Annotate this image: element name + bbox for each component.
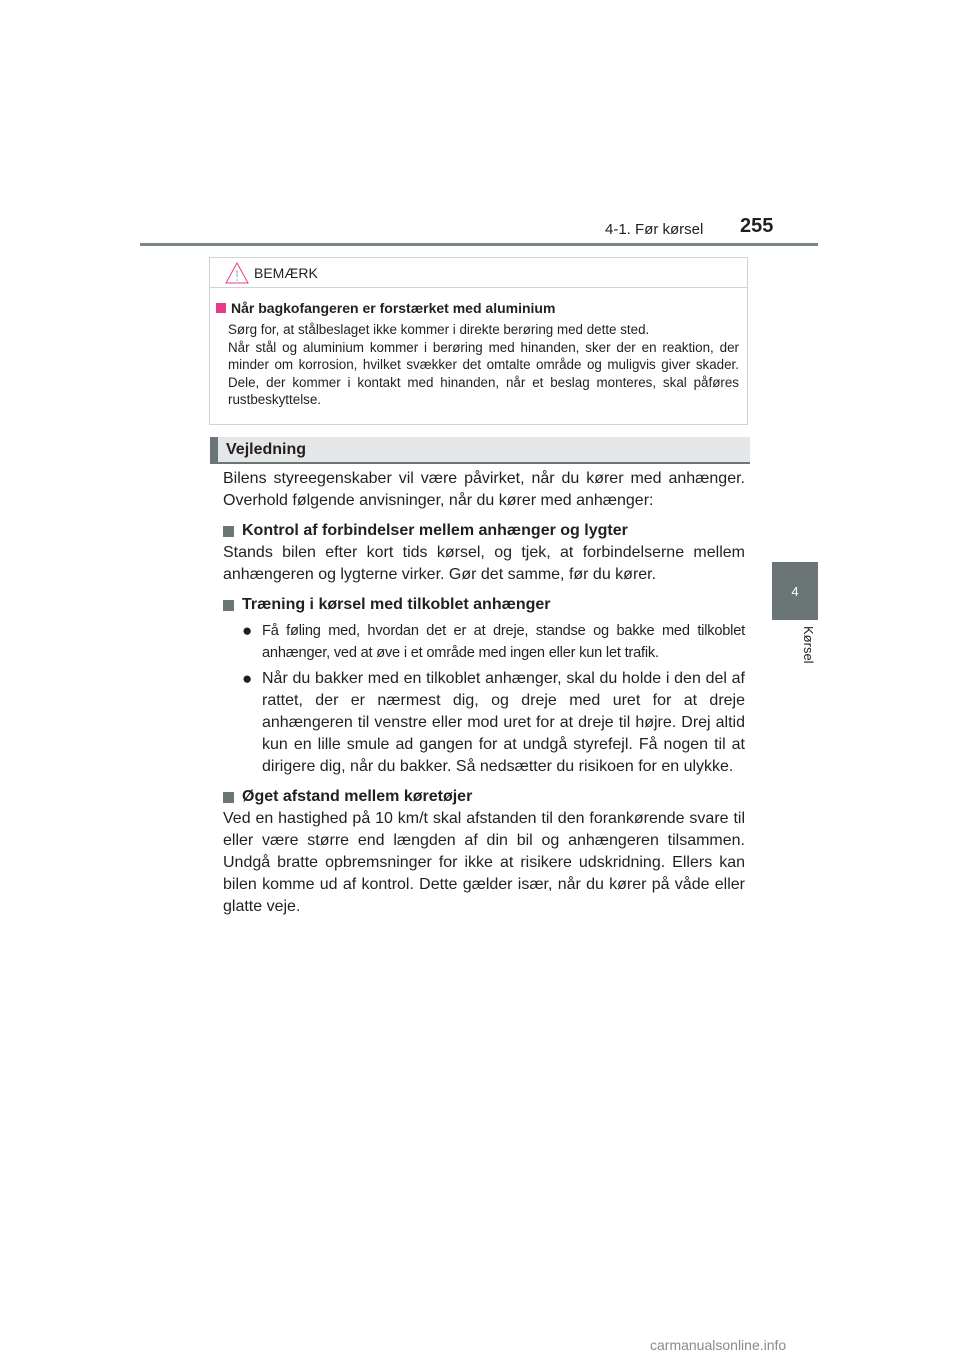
section-heading-text: Øget afstand mellem køretøjer	[242, 788, 473, 805]
section-text: Stands bilen efter kort tids kørsel, og tjek, at forbindelserne mellem anhængeren og lygterne virker. Gør det samme, før du kører.	[223, 544, 745, 583]
square-bullet-icon	[223, 600, 234, 611]
square-bullet-icon	[223, 792, 234, 803]
list-item	[242, 668, 745, 778]
section-heading-text: Træning i kørsel med tilkoblet anhænger	[242, 596, 551, 613]
section-heading	[223, 786, 745, 808]
notice-paragraph: Når stål og aluminium kommer i berøring med hinanden, sker der en reaktion, der minder om korrosion, hvilket svækker det omtalte område og muligvis giver skader. Dele, der kommer i kontakt med hinanden, når et beslag monteres, skal påføres rustbeskyttelse.	[228, 339, 739, 407]
chapter-number: 4	[791, 583, 799, 599]
notice-paragraph: Sørg for, at stålbeslaget ikke kommer i direkte berøring med dette sted.	[228, 322, 650, 337]
header-divider	[140, 243, 818, 246]
list-item	[242, 620, 745, 664]
notice-body	[210, 288, 747, 409]
notice-title: BEMÆRK	[254, 264, 318, 281]
section-heading	[223, 520, 745, 542]
chapter-label: Kørsel	[801, 626, 816, 664]
guide-intro: Bilens styreegenskaber vil være påvirket, når du kører med anhænger. Overhold følgende anvisninger, når du kører med anhænger:	[223, 470, 745, 509]
round-bullet-icon: ●	[242, 669, 253, 688]
notice-subtitle	[216, 300, 739, 316]
page-number: 255	[740, 215, 774, 237]
notice-text	[228, 321, 739, 409]
list-item-text: Når du bakker med en tilkoblet anhænger, skal du holde i den del af rattet, der er nærmest dig, og dreje med uret for at dreje anhængeren til venstre eller mod uret for at dreje til højre. Drej altid kun en lille smule ad gangen for at undgå styrefejl. Få nogen til at dirigere dig, når du bakker. Så nedsætter du risikoen for en ulykke.	[262, 670, 745, 775]
round-bullet-icon: ●	[242, 621, 253, 640]
notice-subtitle-text: Når bagkofangeren er forstærket med aluminium	[231, 300, 556, 316]
section-text: Ved en hastighed på 10 km/t skal afstanden til den forankørende svare til eller være større end længden af din bil og anhængeren tilsammen. Undgå bratte opbremsninger for ikke at risikere udskridning. Ellers kan bilen komme ud af kontrol. Dette gælder især, når du kører på våde eller glatte veje.	[223, 810, 745, 915]
guide-title: Vejledning	[226, 440, 307, 458]
guide-accent-bar	[210, 437, 218, 462]
warning-triangle-icon	[224, 261, 250, 285]
header-section-title: 4-1. Før kørsel	[605, 221, 704, 238]
notice-header	[210, 258, 747, 288]
square-bullet-icon	[216, 303, 226, 313]
guide-content	[223, 468, 745, 918]
notice-box	[209, 257, 748, 425]
footer-watermark[interactable]: carmanualsonline.info	[650, 1337, 787, 1353]
section-heading-text: Kontrol af forbindelser mellem anhænger og lygter	[242, 522, 628, 539]
list-item-text: Få føling med, hvordan det er at dreje, standse og bakke med tilkoblet anhænger, ved at øve i et område med ingen eller kun let trafik.	[262, 623, 745, 661]
section-heading	[223, 594, 745, 616]
chapter-tab[interactable]	[772, 562, 818, 620]
guide-section-header	[210, 437, 750, 464]
square-bullet-icon	[223, 526, 234, 537]
